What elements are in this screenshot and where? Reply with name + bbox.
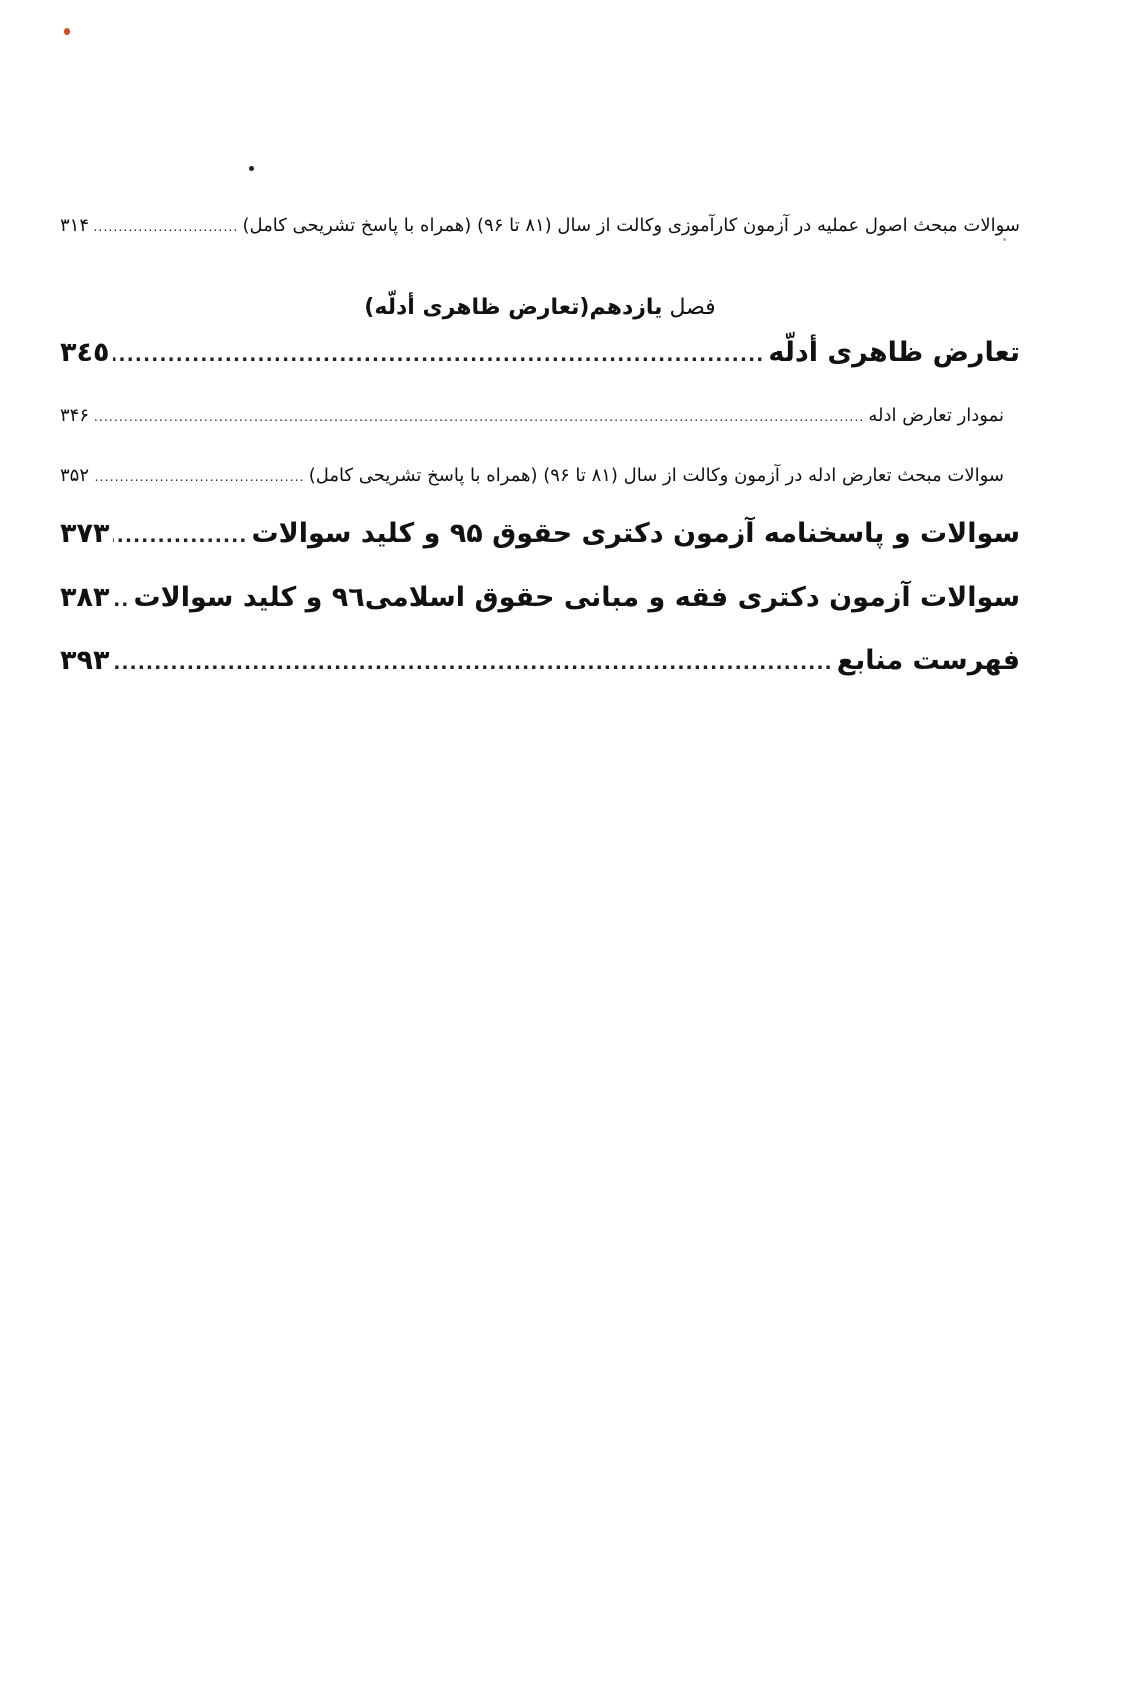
- toc-entry-title: سوالات مبحث تعارض ادله در آزمون وکالت از سال (۸۱ تا ۹۶) (همراه با پاسخ تشریحی کامل): [308, 465, 1004, 486]
- dot-leader: [113, 525, 247, 547]
- toc-entry-page: ۳۹۳: [60, 645, 110, 676]
- dot-leader: [93, 219, 238, 234]
- toc-entry-page: ۳٤٥: [60, 337, 110, 368]
- chapter-heading: [60, 295, 1020, 320]
- toc-entry-references[interactable]: [60, 645, 1020, 676]
- toc-entry-title: سوالات و پاسخنامه آزمون دکتری حقوق ۹۵ و کلید سوالات: [251, 518, 1020, 549]
- dot-leader: [113, 344, 764, 366]
- toc-entry-page: ۳۷۳: [60, 518, 110, 549]
- chapter-label: فصل: [669, 295, 716, 320]
- dot-leader: [113, 589, 129, 611]
- toc-entry-taarod-zaheri[interactable]: [60, 337, 1020, 368]
- toc-entry-title: تعارض ظاهری أدلّه: [768, 337, 1020, 368]
- toc-entry-page: ۳۵۲: [60, 465, 90, 486]
- scan-speck-red: [64, 28, 70, 35]
- toc-entry-title: فهرست منابع: [836, 645, 1020, 676]
- toc-entry-title: نمودار تعارض ادله: [868, 405, 1004, 426]
- chapter-title: یازدهم(تعارض ظاهری أدلّه): [364, 295, 663, 320]
- toc-entry-nemoodar[interactable]: [60, 405, 1020, 426]
- toc-entry-title: سوالات مبحث اصول عملیه در آزمون کارآموزی وکالت از سال (۸۱ تا ۹۶) (همراه با پاسخ تشریحی کامل): [242, 215, 1020, 236]
- dot-leader: [113, 652, 832, 674]
- dot-leader: [93, 469, 305, 484]
- dot-leader: [93, 409, 864, 424]
- toc-entry-taarod-questions[interactable]: [60, 465, 1020, 486]
- toc-entry-doctorate-law-95[interactable]: [60, 518, 1020, 549]
- toc-entry-page: ۳۱۴: [60, 215, 90, 236]
- scan-speck-dot: [249, 166, 254, 171]
- toc-entry-page: ۳۸۳: [60, 582, 110, 613]
- toc-entry-doctorate-fiqh-96[interactable]: [60, 582, 1020, 613]
- toc-entry-usul-amaliye-questions[interactable]: [60, 215, 1020, 236]
- scan-speck-gray: [1003, 238, 1006, 241]
- toc-entry-title: سوالات آزمون دکتری فقه و مبانی حقوق اسلامی۹٦ و کلید سوالات: [133, 582, 1020, 613]
- toc-entry-page: ۳۴۶: [60, 405, 90, 426]
